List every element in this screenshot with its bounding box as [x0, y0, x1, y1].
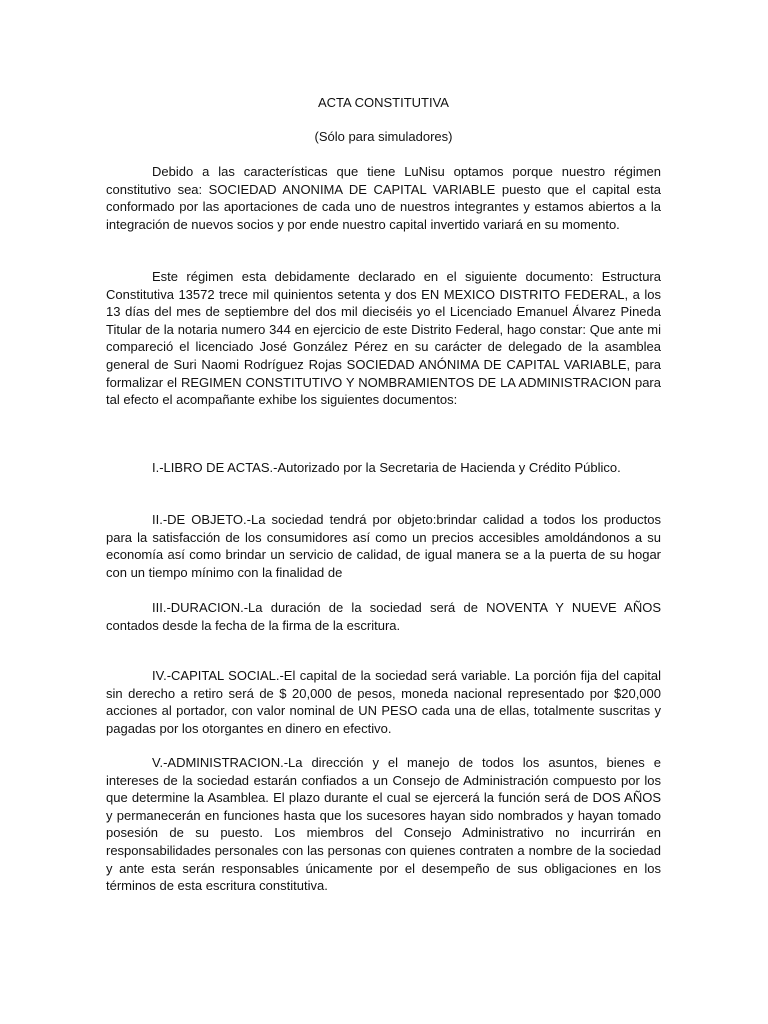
paragraph-libro-de-actas: I.-LIBRO DE ACTAS.-Autorizado por la Secretaria de Hacienda y Crédito Público. [152, 460, 621, 475]
paragraph-duracion: III.-DURACION.-La duración de la sociedad será de NOVENTA Y NUEVE AÑOS contados desde la fecha de la firma de la escritura. [106, 600, 661, 633]
paragraph-intro: Debido a las características que tiene LuNisu optamos porque nuestro régimen constitutivo sea: SOCIEDAD ANONIMA DE CAPITAL VARIABLE puesto que el capital esta conformado por las aportaciones de cada uno de nuestros integrantes y estamos abiertos a la integración de nuevos socios y por ende nuestro capital invertido variará en su momento. [106, 164, 661, 232]
document-title: ACTA CONSTITUTIVA [318, 95, 449, 110]
paragraph-administracion: V.-ADMINISTRACION.-La dirección y el manejo de todos los asuntos, bienes e intereses de la sociedad estarán confiados a un Consejo de Administración compuesto por los que determine la Asamblea. El plazo durante el cual se ejercerá la función será de DOS AÑOS y permanecerán en funciones hasta que los sucesores hayan sido nombrados y hayan tomado posesión de su puesto. Los miembros del Consejo Administrativo no incurrirán en responsabilidades personales con las personas con quienes contraten a nombre de la sociedad y ante esta serán responsables únicamente por el desempeño de sus obligaciones en los términos de esta escritura constitutiva. [106, 755, 661, 894]
paragraph-objeto: II.-DE OBJETO.-La sociedad tendrá por objeto:brindar calidad a todos los productos para la satisfacción de los consumidores así como un precios accesibles amoldándonos a su economía así como brindar un servicio de calidad, de igual manera se a la puerta de su hogar con un tiempo mínimo con la finalidad de [106, 512, 661, 580]
document-subtitle: (Sólo para simuladores) [314, 129, 453, 144]
paragraph-capital-social: IV.-CAPITAL SOCIAL.-El capital de la sociedad será variable. La porción fija del capital sin derecho a retiro será de $ 20,000 de pesos, moneda nacional representado por $20,000 acciones al portador, con valor nominal de UN PESO cada una de ellas, totalmente suscritas y pagadas por los otorgantes en dinero en efectivo. [106, 668, 661, 736]
paragraph-regimen: Este régimen esta debidamente declarado en el siguiente documento: Estructura Constitutiva 13572 trece mil quinientos setenta y dos EN MEXICO DISTRITO FEDERAL, a los 13 días del mes de septiembre del dos mil dieciséis yo el Licenciado Emanuel Álvarez Pineda Titular de la notaria numero 344 en ejercicio de este Distrito Federal, hago constar: Que ante mi compareció el licenciado José González Pérez en su carácter de delegado de la asamblea general de Suri Naomi Rodríguez Rojas SOCIEDAD ANÓNIMA DE CAPITAL VARIABLE, para formalizar el REGIMEN CONSTITUTIVO Y NOMBRAMIENTOS DE LA ADMINISTRACION para tal efecto el acompañante exhibe los siguientes documentos: [106, 269, 661, 408]
